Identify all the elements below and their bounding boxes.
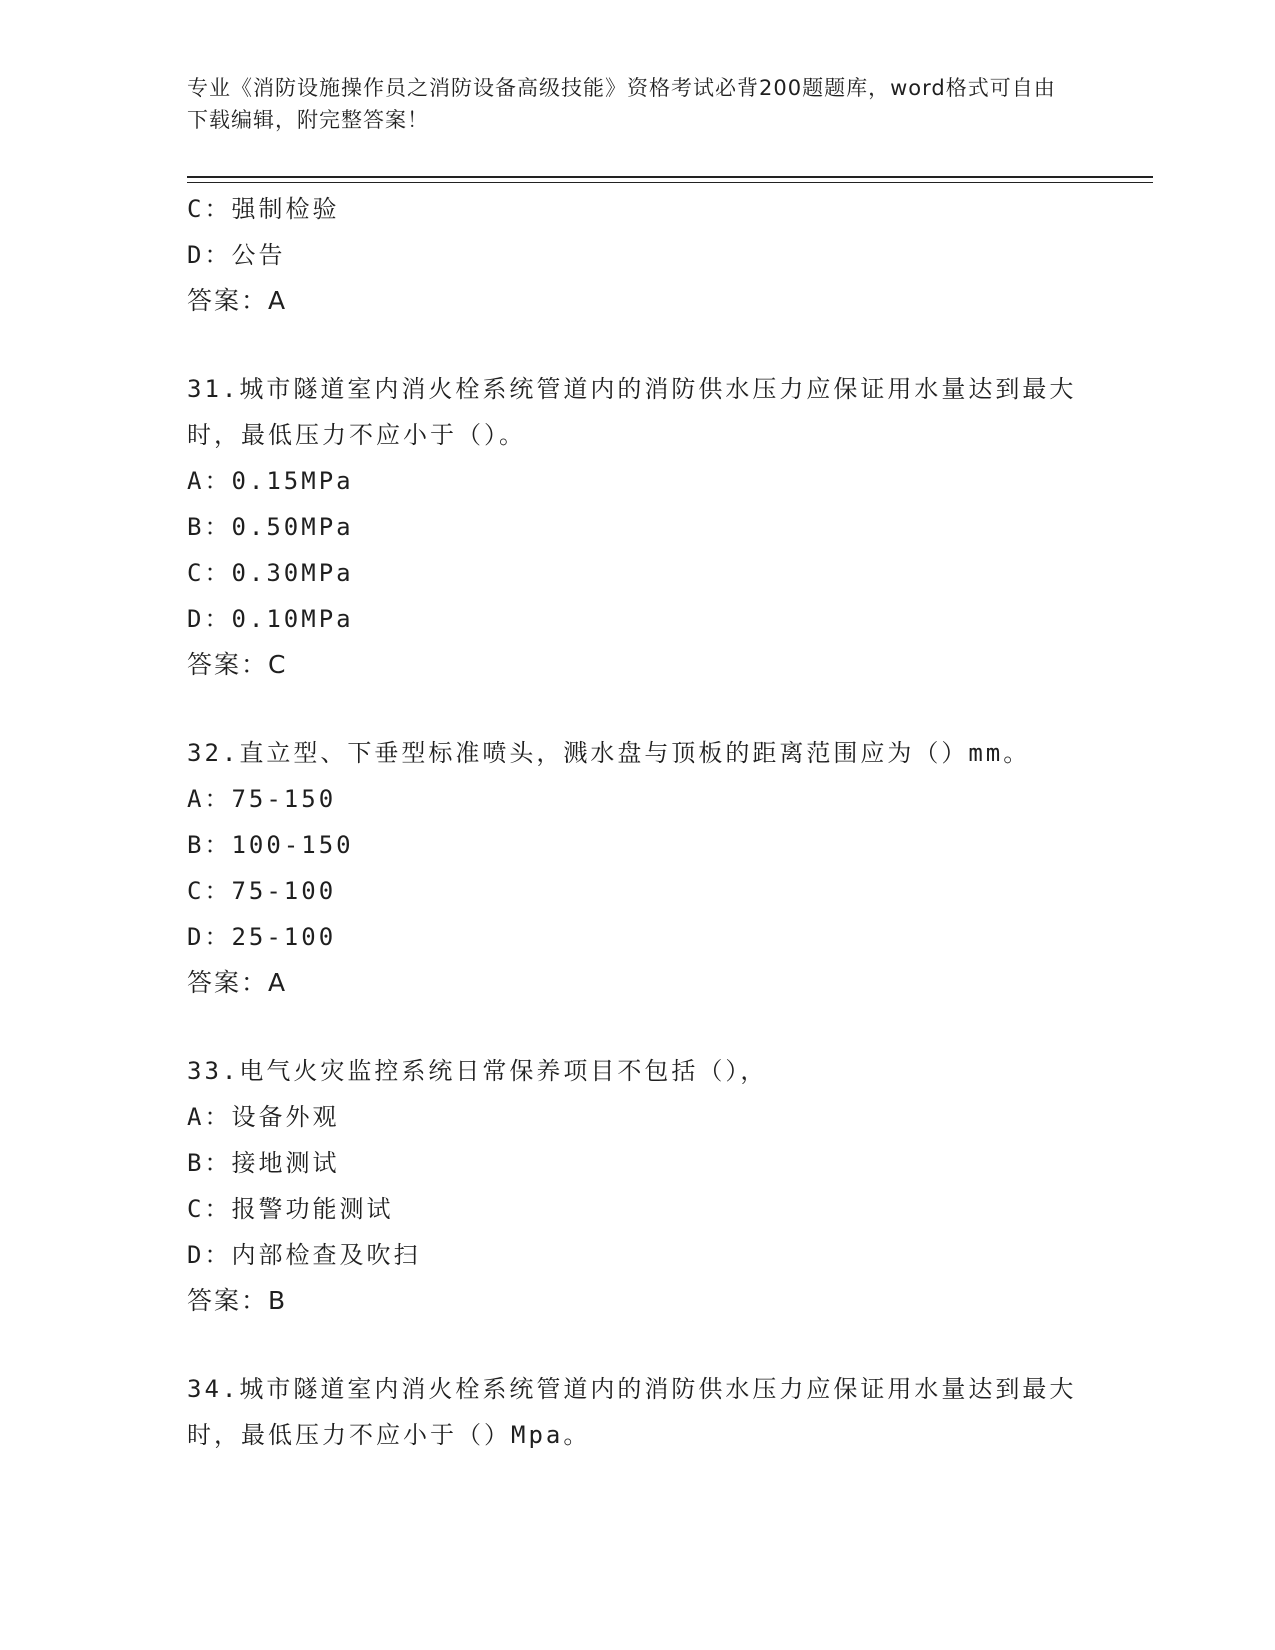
option-d: D：0.10MPa <box>187 605 354 633</box>
option-c: C：0.30MPa <box>187 559 354 587</box>
question-block-34 <box>187 1366 1107 1458</box>
option-a: A：75-150 <box>187 785 337 813</box>
option-b: B：0.50MPa <box>187 513 354 541</box>
question-text: 31.城市隧道室内消火栓系统管道内的消防供水压力应保证用水量达到最大时，最低压力不应小于（）。 <box>187 375 1077 449</box>
answer-line: 答案：A <box>187 968 288 997</box>
option-d: D：公告 <box>187 241 286 269</box>
answer-line: 答案：B <box>187 1286 288 1315</box>
question-block-31 <box>187 366 1107 688</box>
question-text: 32.直立型、下垂型标准喷头，溅水盘与顶板的距离范围应为（）mm。 <box>187 739 1031 767</box>
option-c: C：报警功能测试 <box>187 1195 394 1223</box>
question-block-prev <box>187 186 1107 324</box>
option-a: A：0.15MPa <box>187 467 354 495</box>
option-c: C：强制检验 <box>187 195 340 223</box>
page-header: 专业《消防设施操作员之消防设备高级技能》资格考试必背200题题库，word格式可自由下载编辑，附完整答案！ <box>187 76 1056 132</box>
answer-line: 答案：A <box>187 286 288 315</box>
option-b: B：100-150 <box>187 831 354 859</box>
header-rule-thick <box>187 176 1153 178</box>
option-b: B：接地测试 <box>187 1149 340 1177</box>
option-c: C：75-100 <box>187 877 337 905</box>
question-block-32 <box>187 730 1107 1006</box>
header-rule-thin <box>187 182 1153 183</box>
question-list <box>187 186 1107 1458</box>
question-text: 34.城市隧道室内消火栓系统管道内的消防供水压力应保证用水量达到最大时，最低压力不应小于（）Mpa。 <box>187 1375 1077 1449</box>
question-block-33 <box>187 1048 1107 1324</box>
option-d: D：内部检查及吹扫 <box>187 1241 421 1269</box>
question-text: 33.电气火灾监控系统日常保养项目不包括（）， <box>187 1057 768 1085</box>
option-a: A：设备外观 <box>187 1103 340 1131</box>
option-d: D：25-100 <box>187 923 337 951</box>
answer-line: 答案：C <box>187 650 288 679</box>
